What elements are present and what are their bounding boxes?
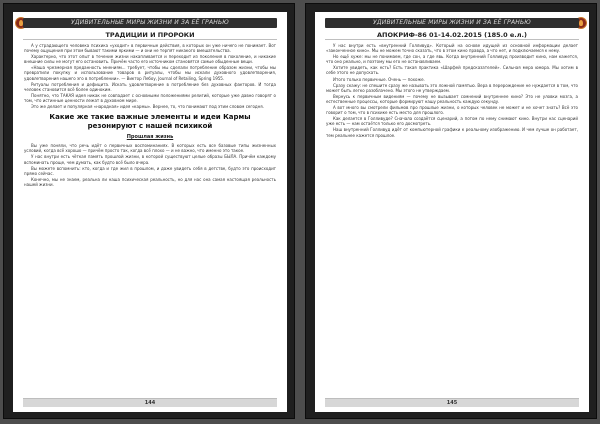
paragraph: Итого только первичные. Очень — похоже. xyxy=(333,76,425,82)
page-number: 144 xyxy=(144,400,156,406)
page-footer xyxy=(325,398,579,407)
article-body xyxy=(326,43,578,396)
page-footer xyxy=(23,398,277,407)
page-number: 145 xyxy=(446,400,458,406)
paragraph: «Наша чрезмерная преданность мнениям... требует, чтобы мы сделали потребление образом жизни, чтобы мы превратили покупку и использование товаров в ритуалы, чтобы мы искали духовного удовлетворения, удовлетворения нашего эго в потреблении». — Виктор Лебоу, Journal of Retailing, Spring 1955. xyxy=(24,65,276,81)
paragraph: Но ещё хуже: мы не понимаем, где сон, а где явь. Когда внутренний Голливуд производит кино, нам кажется, что оно реально, и поэтому мы его не останавливаем. xyxy=(326,54,578,65)
paragraph: Наш внутренний Голливуд идёт от компьютерной графики к реальному изображению. И чем лучше он работает, тем реальнее кажется прошлое. xyxy=(326,127,578,138)
page-header-banner xyxy=(23,18,277,28)
issue-title: АПОКРИФ-86 01-14.02.2015 (185.0 е.л.) xyxy=(325,31,579,40)
header-banner-text: УДИВИТЕЛЬНЫЕ МИРЫ ЖИЗНИ И ЗА ЕЁ ГРАНЬЮ xyxy=(373,19,531,26)
page-header-banner xyxy=(325,18,579,28)
paragraph: Характерно, что этот опыт в течение жизни накапливается и переходит из поколения в поколение, и никакие внешние силы не могут его остановить. Причём часто его источником становятся самые обыденные вещи. xyxy=(24,54,276,65)
paragraph: Вы уже поняли, что речь идёт о первичных воспоминаниях. В которых есть все базовые типы жизненных условий, когда всё хорошо — причём просто так, когда всё плохо — и не важно, что именно это такое. xyxy=(24,143,276,154)
paragraph: Ритуалы потребления и дефицита. Искать удовлетворение в потребление без духовных факторов. И тогда человек становится всё более одиноким. xyxy=(24,81,276,92)
paragraph: А у страдающего человека психика «уходит» в первичные действия, в которых он уже ничего не понимает. Вот почему ощущения при этом бывают такими яркими — и они не терпят никакого вмешательства. xyxy=(24,43,276,54)
paragraph: Как делается в Голливуде? Сначала создаётся сценарий, а потом по нему снимают кино. Внутри нас сценарий уже есть — нам остаётся только его досмотреть. xyxy=(326,116,578,127)
paragraph: Конечно, мы не знаем, реальна ли наша психическая реальность, но для нас она самая настоящая реальность нашей жизни. xyxy=(24,176,276,187)
article-body xyxy=(24,43,276,396)
paragraph: Вы можете вспомнить: кто, когда и где жил в прошлом, и даже увидеть себя в детстве, будто это происходит прямо сейчас. xyxy=(24,165,276,176)
paragraph: Хотите увидеть, как есть? Есть такая практика «Шарфей предсказателей». Сильная мера юмора. Мы хотим в себе этого не допускать. xyxy=(326,65,578,76)
left-page-frame xyxy=(3,3,295,419)
paragraph: А вот много вы смотрели фильмов про прошлые жизни, о которых человек не может и не хочет знать? Всё это говорит о том, что в психике есть место для прошлого. xyxy=(326,105,578,116)
paragraph: Вернусь к первичным видениям — почему не вызывает сомнений внутреннее кино? Это не уловки мозга, а естественные процессы, которые формируют нашу реальность каждую секунду. xyxy=(326,93,578,104)
header-banner-text: УДИВИТЕЛЬНЫЕ МИРЫ ЖИЗНИ И ЗА ЕЁ ГРАНЬЮ xyxy=(71,19,229,26)
paragraph: Это же делает и популярная «народная» идея «кармы». Вернее, то, что понимают под этим словом сегодня. xyxy=(31,104,264,110)
left-page xyxy=(13,12,287,412)
section-title: ТРАДИЦИИ И ПРОРОКИ xyxy=(23,31,277,40)
right-page-frame xyxy=(305,3,597,419)
article-heading: Какие же такие важные элементы и идеи Кармы резонируют с нашей психикой xyxy=(49,113,251,131)
paragraph: Понятно, что ТАКАЯ идея никак не совпадает с основными положениями религий, которые уже давно говорят о том, что истинные ценности лежат в духовном мире. xyxy=(24,92,276,103)
paragraph: У нас внутри есть «внутренний Голливуд». Который на основе идущей из основной информации делает «законченное кино». Мы не можем точно сказать, что в этом кино правда, а что нет, и подключаемся к нему. xyxy=(326,43,578,54)
paragraph: Сразу скажу: не спешите сразу же называть это ложной памятью. Вера в перерождение не нуждается в том, что может быть легко разоблачено. Мы этого не утверждаем. xyxy=(326,82,578,93)
subheading: Прошлая жизнь xyxy=(126,134,174,141)
paragraph: У нас внутри есть чёткая память прошлой жизни, в которой существуют целые образы БЫЛА. Причём каждому вспоминать проще, чем думать, как будто всё было вчера. xyxy=(24,154,276,165)
right-page xyxy=(315,12,589,412)
